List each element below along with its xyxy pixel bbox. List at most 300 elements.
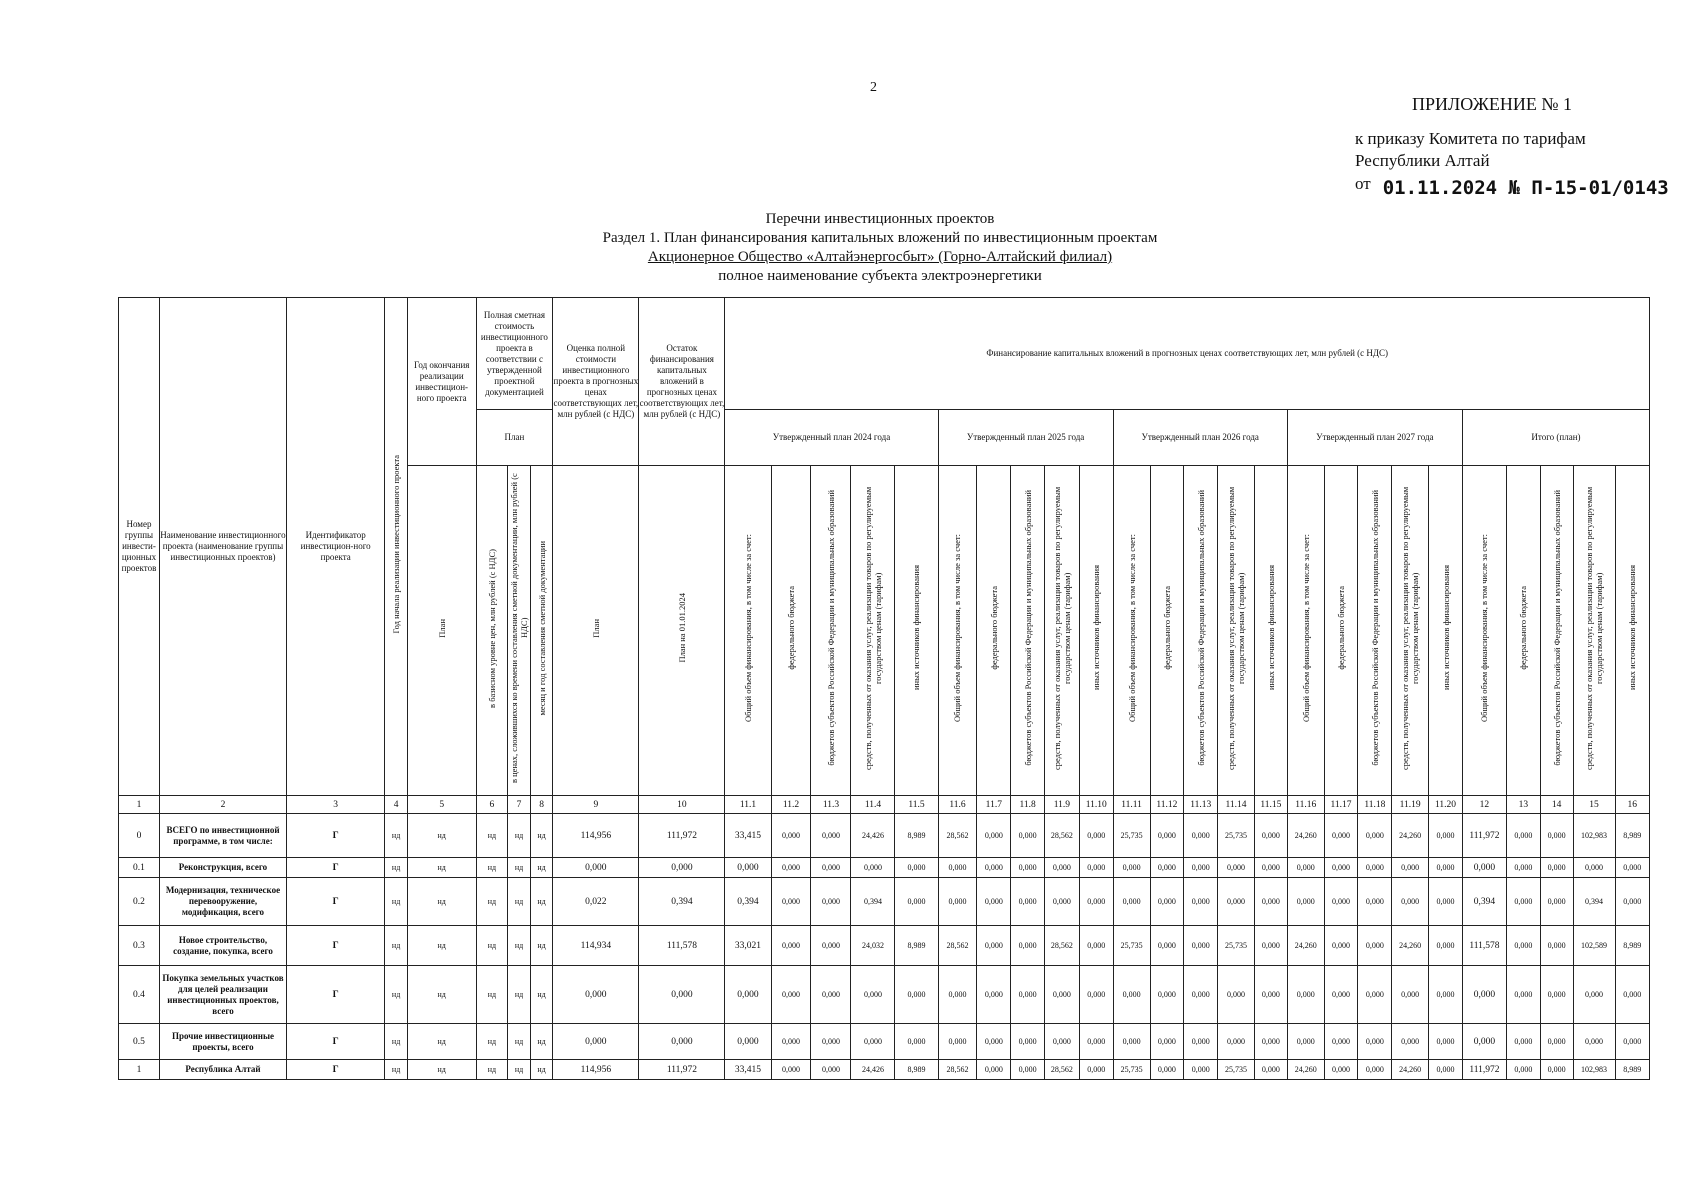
- row-financing-cell: 0,000: [1540, 1060, 1573, 1080]
- row-c4-cell: нд: [385, 966, 408, 1024]
- row-financing-cell: 102,983: [1573, 814, 1615, 858]
- column-number-cell: 11.1: [725, 796, 771, 814]
- row-financing-cell: 25,735: [1113, 926, 1150, 966]
- row-name-cell: Республика Алтай: [159, 1060, 286, 1080]
- row-financing-cell: 0,000: [1150, 814, 1184, 858]
- row-c8-cell: нд: [530, 926, 553, 966]
- row-c7-cell: нд: [508, 814, 531, 858]
- row-financing-cell: 0,000: [1540, 1024, 1573, 1060]
- column-number-cell: 3: [287, 796, 385, 814]
- row-number-cell: 0.1: [119, 858, 160, 878]
- document-titles: [540, 210, 1220, 286]
- row-c5-cell: нд: [407, 1024, 476, 1060]
- row-financing-cell: 0,000: [771, 858, 811, 878]
- row-financing-cell: 0,000: [1506, 814, 1540, 858]
- row-financing-cell: 0,000: [1506, 966, 1540, 1024]
- row-financing-cell: 0,000: [1429, 966, 1463, 1024]
- row-financing-cell: 0,000: [1254, 1024, 1287, 1060]
- table-row: [119, 1024, 1650, 1060]
- row-number-cell: 0.5: [119, 1024, 160, 1060]
- row-financing-cell: 0,000: [1392, 878, 1429, 926]
- row-financing-cell: 28,562: [1045, 1060, 1080, 1080]
- row-estimate-cell: 114,956: [553, 814, 639, 858]
- row-c8-cell: нд: [530, 858, 553, 878]
- column-number-cell: 11.18: [1358, 796, 1392, 814]
- col-2026-regional: бюджетов субъектов Российской Федерации и муниципальных образований: [1184, 466, 1218, 796]
- table-row: [119, 1060, 1650, 1080]
- col-grand-regional: бюджетов субъектов Российской Федерации и муниципальных образований: [1540, 466, 1573, 796]
- row-financing-cell: 0,000: [811, 858, 851, 878]
- row-c5-cell: нд: [407, 926, 476, 966]
- group-plan-2026: Утвержденный план 2026 года: [1113, 410, 1287, 466]
- row-financing-cell: 24,426: [851, 1060, 895, 1080]
- row-financing-cell: 0,000: [1287, 858, 1324, 878]
- row-financing-cell: 0,000: [1392, 858, 1429, 878]
- column-numbers-row: [119, 796, 1650, 814]
- row-number-cell: 0.2: [119, 878, 160, 926]
- row-financing-cell: 8,989: [1615, 926, 1649, 966]
- row-financing-cell: 0,000: [895, 1024, 938, 1060]
- row-c8-cell: нд: [530, 878, 553, 926]
- order-line-1: к приказу Комитета по тарифам: [1355, 129, 1586, 148]
- col-month-year: месяц и год составления сметной документации: [530, 466, 553, 796]
- from-label: от: [1355, 174, 1371, 193]
- row-financing-cell: 0,000: [1045, 966, 1080, 1024]
- row-financing-cell: 0,000: [1045, 858, 1080, 878]
- col-2024-federal: федерального бюджета: [771, 466, 811, 796]
- row-financing-cell: 0,000: [1540, 926, 1573, 966]
- row-financing-cell: 0,000: [1079, 1060, 1113, 1080]
- col-2026-total: Общий объем финансирования, в том числе за счет:: [1113, 466, 1150, 796]
- row-number-cell: 0.4: [119, 966, 160, 1024]
- col-2026-tariff: средств, полученных от оказания услуг, реализации товаров по регулируемым государством ценам (тарифам): [1218, 466, 1255, 796]
- row-financing-cell: 25,735: [1218, 926, 1255, 966]
- column-number-cell: 13: [1506, 796, 1540, 814]
- column-number-cell: 2: [159, 796, 286, 814]
- col-grand-tariff: средств, полученных от оказания услуг, реализации товаров по регулируемым государством ценам (тарифам): [1573, 466, 1615, 796]
- row-financing-cell: 0,000: [938, 858, 977, 878]
- column-number-cell: 11.11: [1113, 796, 1150, 814]
- column-number-cell: 1: [119, 796, 160, 814]
- row-financing-cell: 0,000: [811, 1024, 851, 1060]
- row-financing-cell: 0,000: [1540, 858, 1573, 878]
- col-full-cost: Полная сметная стоимость инвестиционного проекта в соответствии с утвержденной проектной документацией: [476, 298, 553, 410]
- row-financing-cell: 8,989: [1615, 1060, 1649, 1080]
- col-financing: Финансирование капитальных вложений в прогнозных ценах соответствующих лет, млн рублей (с НДС): [725, 298, 1650, 410]
- title-line-2: Раздел 1. План финансирования капитальных вложений по инвестиционным проектам: [602, 230, 1158, 246]
- row-financing-cell: 0,000: [725, 966, 771, 1024]
- row-financing-cell: 0,000: [1392, 1024, 1429, 1060]
- row-financing-cell: 0,000: [1254, 814, 1287, 858]
- row-financing-cell: 0,000: [1540, 966, 1573, 1024]
- col-grand-total: Общий объем финансирования, в том числе за счет:: [1462, 466, 1506, 796]
- row-financing-cell: 0,394: [1573, 878, 1615, 926]
- row-financing-cell: 24,032: [851, 926, 895, 966]
- column-number-cell: 11.4: [851, 796, 895, 814]
- row-remainder-cell: 0,000: [639, 858, 725, 878]
- col-start-year: Год начала реализации инвестиционного проекта: [385, 298, 408, 796]
- row-financing-cell: 0,000: [1615, 878, 1649, 926]
- row-financing-cell: 111,578: [1462, 926, 1506, 966]
- row-financing-cell: 0,000: [1287, 878, 1324, 926]
- row-financing-cell: 0,000: [1358, 858, 1392, 878]
- row-financing-cell: 0,000: [1429, 858, 1463, 878]
- row-remainder-cell: 111,972: [639, 1060, 725, 1080]
- row-financing-cell: 33,415: [725, 1060, 771, 1080]
- row-c6-cell: нд: [476, 814, 508, 858]
- row-financing-cell: 33,021: [725, 926, 771, 966]
- row-financing-cell: 25,735: [1113, 814, 1150, 858]
- row-financing-cell: 24,260: [1287, 814, 1324, 858]
- row-financing-cell: 28,562: [938, 1060, 977, 1080]
- row-financing-cell: 0,000: [1184, 926, 1218, 966]
- row-financing-cell: 0,394: [1462, 878, 1506, 926]
- row-financing-cell: 0,000: [725, 1024, 771, 1060]
- row-financing-cell: 0,000: [771, 814, 811, 858]
- row-c7-cell: нд: [508, 1024, 531, 1060]
- row-financing-cell: 0,000: [1573, 858, 1615, 878]
- row-financing-cell: 0,000: [977, 966, 1011, 1024]
- row-c4-cell: нд: [385, 814, 408, 858]
- row-financing-cell: 0,000: [1184, 878, 1218, 926]
- column-number-cell: 11.13: [1184, 796, 1218, 814]
- row-financing-cell: 0,000: [1184, 966, 1218, 1024]
- col-project-name: Наименование инвестиционного проекта (наименование группы инвестиционных проектов): [159, 298, 286, 796]
- row-estimate-cell: 0,000: [553, 1024, 639, 1060]
- group-plan-2027: Утвержденный план 2027 года: [1287, 410, 1462, 466]
- col-estimate: Оценка полной стоимости инвестиционного проекта в прогнозных ценах соответствующих лет, млн рублей (с НДС): [553, 298, 639, 466]
- row-financing-cell: 28,562: [938, 814, 977, 858]
- row-c8-cell: нд: [530, 814, 553, 858]
- row-name-cell: Модернизация, техническое перевооружение, модификация, всего: [159, 878, 286, 926]
- row-financing-cell: 0,000: [1462, 1024, 1506, 1060]
- row-financing-cell: 0,000: [851, 858, 895, 878]
- table-row: [119, 814, 1650, 858]
- row-financing-cell: 8,989: [895, 814, 938, 858]
- row-financing-cell: 0,000: [938, 878, 977, 926]
- row-financing-cell: 0,000: [1079, 966, 1113, 1024]
- row-name-cell: Покупка земельных участков для целей реализации инвестиционных проектов, всего: [159, 966, 286, 1024]
- column-number-cell: 11.6: [938, 796, 977, 814]
- row-financing-cell: 0,000: [1113, 878, 1150, 926]
- row-financing-cell: 0,000: [1429, 814, 1463, 858]
- row-financing-cell: 0,000: [895, 966, 938, 1024]
- group-total: Итого (план): [1462, 410, 1649, 466]
- row-financing-cell: 0,000: [1506, 926, 1540, 966]
- row-financing-cell: 0,000: [851, 966, 895, 1024]
- row-financing-cell: 0,000: [1358, 1060, 1392, 1080]
- row-financing-cell: 102,589: [1573, 926, 1615, 966]
- col-2027-federal: федерального бюджета: [1324, 466, 1358, 796]
- column-number-cell: 11.7: [977, 796, 1011, 814]
- row-financing-cell: 0,000: [1218, 878, 1255, 926]
- row-financing-cell: 0,000: [1011, 966, 1045, 1024]
- row-financing-cell: 24,260: [1392, 926, 1429, 966]
- row-identifier-cell: Г: [287, 966, 385, 1024]
- row-c6-cell: нд: [476, 858, 508, 878]
- col-2024-other: иных источников финансирования: [895, 466, 938, 796]
- row-financing-cell: 0,000: [1011, 878, 1045, 926]
- column-number-cell: 5: [407, 796, 476, 814]
- row-financing-cell: 8,989: [895, 926, 938, 966]
- row-c5-cell: нд: [407, 878, 476, 926]
- row-remainder-cell: 0,000: [639, 966, 725, 1024]
- row-financing-cell: 0,000: [771, 1060, 811, 1080]
- col-identifier: Идентификатор инвестицион-ного проекта: [287, 298, 385, 796]
- row-estimate-cell: 0,022: [553, 878, 639, 926]
- column-number-cell: 11.19: [1392, 796, 1429, 814]
- row-c7-cell: нд: [508, 966, 531, 1024]
- row-financing-cell: 0,000: [1392, 966, 1429, 1024]
- column-number-cell: 11.5: [895, 796, 938, 814]
- row-c6-cell: нд: [476, 1024, 508, 1060]
- column-number-cell: 11.3: [811, 796, 851, 814]
- row-financing-cell: 0,000: [1615, 966, 1649, 1024]
- row-financing-cell: 0,000: [1254, 1060, 1287, 1080]
- row-c6-cell: нд: [476, 878, 508, 926]
- row-financing-cell: 0,000: [1506, 878, 1540, 926]
- row-financing-cell: 0,000: [1615, 1024, 1649, 1060]
- row-financing-cell: 0,000: [1358, 966, 1392, 1024]
- row-financing-cell: 8,989: [895, 1060, 938, 1080]
- row-financing-cell: 0,000: [1429, 926, 1463, 966]
- column-number-cell: 11.8: [1011, 796, 1045, 814]
- col-estimate-plan: План: [553, 466, 639, 796]
- column-number-cell: 9: [553, 796, 639, 814]
- row-financing-cell: 0,000: [1254, 858, 1287, 878]
- row-financing-cell: 0,000: [1184, 1024, 1218, 1060]
- row-c4-cell: нд: [385, 1060, 408, 1080]
- col-2026-other: иных источников финансирования: [1254, 466, 1287, 796]
- row-financing-cell: 0,000: [1324, 814, 1358, 858]
- col-2027-other: иных источников финансирования: [1429, 466, 1463, 796]
- row-financing-cell: 24,260: [1392, 814, 1429, 858]
- row-financing-cell: 0,000: [1358, 878, 1392, 926]
- row-financing-cell: 0,000: [1615, 858, 1649, 878]
- row-financing-cell: 0,000: [1150, 966, 1184, 1024]
- column-number-cell: 11.14: [1218, 796, 1255, 814]
- column-number-cell: 16: [1615, 796, 1649, 814]
- row-financing-cell: 0,000: [1324, 966, 1358, 1024]
- column-number-cell: 11.15: [1254, 796, 1287, 814]
- col-grand-federal: федерального бюджета: [1506, 466, 1540, 796]
- row-financing-cell: 8,989: [1615, 814, 1649, 858]
- row-financing-cell: 0,000: [1506, 1024, 1540, 1060]
- company-name: Акционерное Общество «Алтайэнергосбыт» (Горно-Алтайский филиал): [647, 249, 1113, 265]
- row-c4-cell: нд: [385, 926, 408, 966]
- row-financing-cell: 0,000: [1011, 926, 1045, 966]
- row-financing-cell: 102,983: [1573, 1060, 1615, 1080]
- row-financing-cell: 0,000: [1113, 858, 1150, 878]
- column-number-cell: 11.12: [1150, 796, 1184, 814]
- row-financing-cell: 0,000: [811, 1060, 851, 1080]
- investment-table: [118, 297, 1650, 1080]
- row-identifier-cell: Г: [287, 1060, 385, 1080]
- row-financing-cell: 0,000: [771, 926, 811, 966]
- row-financing-cell: 0,000: [1540, 878, 1573, 926]
- row-financing-cell: 28,562: [1045, 814, 1080, 858]
- row-financing-cell: 0,394: [725, 878, 771, 926]
- column-number-cell: 11.20: [1429, 796, 1463, 814]
- col-remainder: Остаток финансирования капитальных вложений в прогнозных ценах соответствующих лет, млн рублей (с НДС): [639, 298, 725, 466]
- column-number-cell: 11.16: [1287, 796, 1324, 814]
- row-financing-cell: 25,735: [1218, 1060, 1255, 1080]
- column-number-cell: 8: [530, 796, 553, 814]
- row-estimate-cell: 114,956: [553, 1060, 639, 1080]
- row-financing-cell: 0,000: [1150, 878, 1184, 926]
- row-financing-cell: 28,562: [1045, 926, 1080, 966]
- row-financing-cell: 0,000: [1358, 814, 1392, 858]
- row-financing-cell: 0,000: [1184, 1060, 1218, 1080]
- column-number-cell: 6: [476, 796, 508, 814]
- column-number-cell: 15: [1573, 796, 1615, 814]
- row-financing-cell: 0,000: [977, 926, 1011, 966]
- col-2027-total: Общий объем финансирования, в том числе за счет:: [1287, 466, 1324, 796]
- row-financing-cell: 0,000: [1254, 966, 1287, 1024]
- row-c6-cell: нд: [476, 926, 508, 966]
- row-financing-cell: 0,000: [1011, 1024, 1045, 1060]
- row-number-cell: 0.3: [119, 926, 160, 966]
- column-number-cell: 11.17: [1324, 796, 1358, 814]
- row-c6-cell: нд: [476, 1060, 508, 1080]
- group-plan-2024: Утвержденный план 2024 года: [725, 410, 938, 466]
- col-2025-total: Общий объем финансирования, в том числе за счет:: [938, 466, 977, 796]
- column-number-cell: 7: [508, 796, 531, 814]
- column-number-cell: 11.10: [1079, 796, 1113, 814]
- row-financing-cell: 0,000: [1113, 966, 1150, 1024]
- row-financing-cell: 0,000: [977, 1060, 1011, 1080]
- row-financing-cell: 0,000: [1462, 966, 1506, 1024]
- row-financing-cell: 111,972: [1462, 1060, 1506, 1080]
- row-financing-cell: 0,000: [1079, 926, 1113, 966]
- row-c7-cell: нд: [508, 878, 531, 926]
- table-row: [119, 926, 1650, 966]
- col-end-year: Год окончания реализации инвестицион-ного проекта: [407, 298, 476, 466]
- table-row: [119, 966, 1650, 1024]
- row-financing-cell: 0,000: [977, 878, 1011, 926]
- col-2025-regional: бюджетов субъектов Российской Федерации и муниципальных образований: [1011, 466, 1045, 796]
- row-financing-cell: 0,000: [1079, 878, 1113, 926]
- column-number-cell: 12: [1462, 796, 1506, 814]
- row-name-cell: Реконструкция, всего: [159, 858, 286, 878]
- row-name-cell: Прочие инвестиционные проекты, всего: [159, 1024, 286, 1060]
- row-financing-cell: 0,000: [811, 814, 851, 858]
- row-c5-cell: нд: [407, 858, 476, 878]
- row-financing-cell: 0,000: [851, 1024, 895, 1060]
- row-financing-cell: 0,000: [1324, 1024, 1358, 1060]
- row-c8-cell: нд: [530, 1060, 553, 1080]
- row-financing-cell: 0,000: [1506, 858, 1540, 878]
- row-financing-cell: 0,000: [1150, 1024, 1184, 1060]
- row-remainder-cell: 0,000: [639, 1024, 725, 1060]
- col-end-year-plan: План: [407, 466, 476, 796]
- col-grand-other: иных источников финансирования: [1615, 466, 1649, 796]
- row-c5-cell: нд: [407, 814, 476, 858]
- row-financing-cell: 25,735: [1218, 814, 1255, 858]
- row-financing-cell: 0,000: [938, 966, 977, 1024]
- row-financing-cell: 0,000: [1079, 814, 1113, 858]
- order-date-number: 01.11.2024 № П-15-01/0143: [1382, 177, 1669, 199]
- column-number-cell: 11.9: [1045, 796, 1080, 814]
- order-reference: [1355, 128, 1669, 199]
- row-financing-cell: 28,562: [938, 926, 977, 966]
- row-identifier-cell: Г: [287, 1024, 385, 1060]
- order-line-2: Республики Алтай: [1355, 151, 1490, 170]
- row-c7-cell: нд: [508, 858, 531, 878]
- col-2025-other: иных источников финансирования: [1079, 466, 1113, 796]
- row-financing-cell: 0,000: [725, 858, 771, 878]
- row-financing-cell: 0,000: [1324, 878, 1358, 926]
- col-2025-federal: федерального бюджета: [977, 466, 1011, 796]
- row-financing-cell: 33,415: [725, 814, 771, 858]
- row-c4-cell: нд: [385, 1024, 408, 1060]
- row-identifier-cell: Г: [287, 814, 385, 858]
- row-financing-cell: 0,000: [1429, 1060, 1463, 1080]
- row-financing-cell: 0,000: [811, 878, 851, 926]
- row-financing-cell: 0,000: [1287, 1024, 1324, 1060]
- row-financing-cell: 24,260: [1392, 1060, 1429, 1080]
- row-estimate-cell: 114,934: [553, 926, 639, 966]
- row-financing-cell: 0,000: [1573, 1024, 1615, 1060]
- row-identifier-cell: Г: [287, 858, 385, 878]
- row-financing-cell: 0,000: [1150, 926, 1184, 966]
- row-financing-cell: 0,000: [1540, 814, 1573, 858]
- row-financing-cell: 0,000: [1358, 926, 1392, 966]
- row-financing-cell: 0,000: [1324, 858, 1358, 878]
- row-financing-cell: 0,000: [811, 926, 851, 966]
- row-financing-cell: 24,260: [1287, 1060, 1324, 1080]
- row-financing-cell: 0,000: [1429, 1024, 1463, 1060]
- col-full-cost-plan: План: [476, 410, 553, 466]
- row-c6-cell: нд: [476, 966, 508, 1024]
- row-financing-cell: 0,000: [771, 1024, 811, 1060]
- table-row: [119, 878, 1650, 926]
- col-2026-federal: федерального бюджета: [1150, 466, 1184, 796]
- row-c8-cell: нд: [530, 1024, 553, 1060]
- row-financing-cell: 0,000: [1218, 966, 1255, 1024]
- row-name-cell: ВСЕГО по инвестиционной программе, в том числе:: [159, 814, 286, 858]
- row-financing-cell: 0,000: [1287, 966, 1324, 1024]
- page-number: 2: [870, 80, 877, 95]
- row-financing-cell: 0,000: [1324, 1060, 1358, 1080]
- row-estimate-cell: 0,000: [553, 966, 639, 1024]
- row-estimate-cell: 0,000: [553, 858, 639, 878]
- row-c5-cell: нд: [407, 966, 476, 1024]
- col-2024-total: Общий объем финансирования, в том числе за счет:: [725, 466, 771, 796]
- row-financing-cell: 0,000: [811, 966, 851, 1024]
- column-number-cell: 14: [1540, 796, 1573, 814]
- row-financing-cell: 0,000: [895, 878, 938, 926]
- row-financing-cell: 0,000: [1045, 878, 1080, 926]
- row-financing-cell: 24,260: [1287, 926, 1324, 966]
- row-financing-cell: 0,000: [1254, 878, 1287, 926]
- title-line-1: Перечни инвестиционных проектов: [765, 211, 995, 227]
- table-row: [119, 858, 1650, 878]
- row-c5-cell: нд: [407, 1060, 476, 1080]
- column-number-cell: 10: [639, 796, 725, 814]
- col-2027-regional: бюджетов субъектов Российской Федерации и муниципальных образований: [1358, 466, 1392, 796]
- row-financing-cell: 0,000: [771, 966, 811, 1024]
- row-name-cell: Новое строительство, создание, покупка, всего: [159, 926, 286, 966]
- row-financing-cell: 0,000: [1254, 926, 1287, 966]
- row-financing-cell: 0,000: [1506, 1060, 1540, 1080]
- row-financing-cell: 0,000: [1011, 1060, 1045, 1080]
- company-caption: полное наименование субъекта электроэнергетики: [718, 268, 1042, 284]
- column-number-cell: 11.2: [771, 796, 811, 814]
- row-financing-cell: 0,000: [1011, 858, 1045, 878]
- row-financing-cell: 0,000: [1218, 858, 1255, 878]
- col-group-number: Номер группы инвести-ционных проектов: [119, 298, 160, 796]
